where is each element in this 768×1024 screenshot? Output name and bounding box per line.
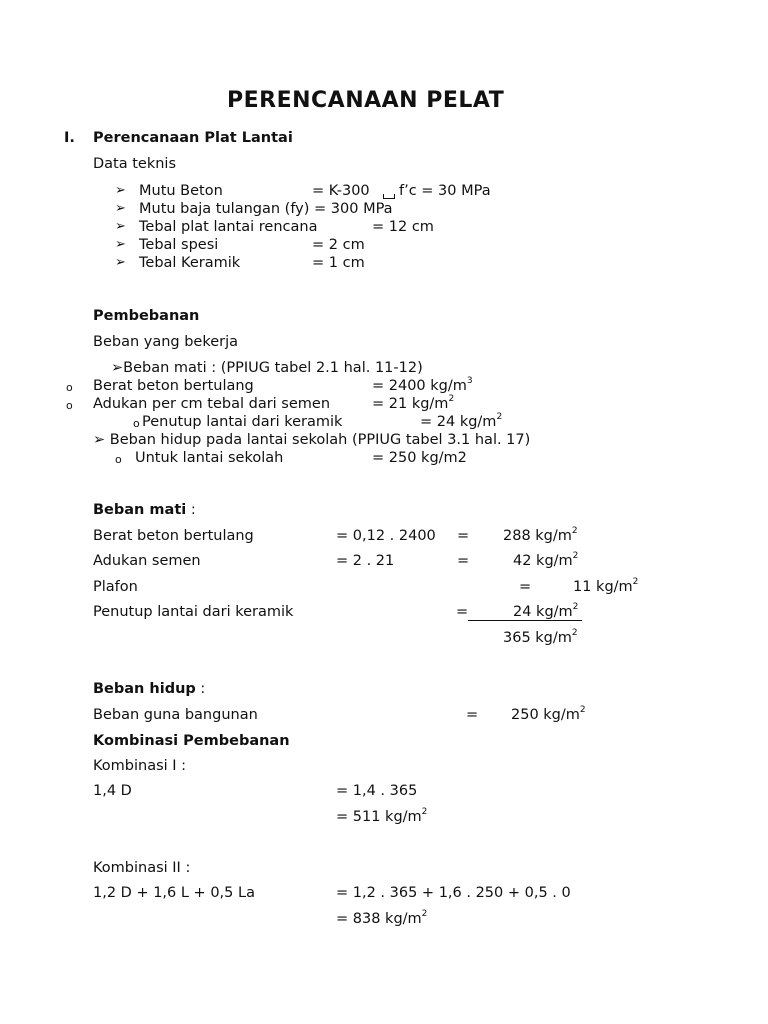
kombinasi-2-step: = 1,2 . 365 + 1,6 . 250 + 0,5 . 0 — [336, 885, 571, 901]
berat-beton-label: Berat beton bertulang — [93, 378, 254, 394]
kombinasi-1-result: = 511 $kg/m^2$ — [336, 807, 428, 825]
tebal-plat-value: = 12 cm — [372, 219, 434, 235]
separator-mark — [383, 194, 395, 199]
kombinasi-2-title: Kombinasi II : — [93, 860, 191, 876]
penutup-lantai-label: Penutup lantai dari keramik — [142, 414, 343, 430]
circle-bullet-icon: o — [66, 381, 73, 394]
beban-mati-heading: Beban mati : — [93, 502, 196, 518]
bm-adukan-formula: = 2 . 21 — [336, 553, 395, 569]
bm-beton-eq: = — [457, 528, 470, 544]
berat-beton-value: = 2400 $kg/m^3$ — [372, 376, 473, 394]
bm-beton-value: 288 $kg/m^2$ — [503, 526, 578, 544]
section-title: Perencanaan Plat Lantai — [93, 130, 293, 146]
bm-adukan-value: 42 $kg/m^2$ — [513, 551, 579, 569]
section-number: I. — [64, 130, 75, 146]
tebal-keramik-label: Tebal Keramik — [139, 255, 241, 271]
beban-hidup-header: ➢ Beban hidup pada lantai sekolah (PPIUG tabel 3.1 hal. 17) — [93, 432, 531, 448]
arrow-bullet-icon: ➢ — [115, 219, 126, 234]
bh-value: 250 $kg/m^2$ — [511, 705, 586, 723]
arrow-bullet-icon: ➢ — [115, 255, 126, 270]
adukan-value: = 21 $kg/m^2$ — [372, 394, 455, 412]
arrow-bullet-icon: ➢ — [115, 183, 126, 198]
beban-mati-header: ➢Beban mati : (PPIUG tabel 2.1 hal. 11-12) — [111, 360, 423, 376]
bm-plafon-value: 11 $kg/m^2$ — [573, 577, 639, 595]
bh-label: Beban guna bangunan — [93, 707, 258, 723]
sum-underline — [468, 620, 582, 621]
bm-penutup-label: Penutup lantai dari keramik — [93, 604, 294, 620]
lantai-sekolah-label: Untuk lantai sekolah — [135, 450, 284, 466]
tebal-spesi-label: Tebal spesi — [139, 237, 219, 253]
bm-beton-formula: = 0,12 . 2400 — [336, 528, 436, 544]
mutu-beton-value: = K-300 — [312, 183, 370, 199]
page-title: PERENCANAAN PELAT — [227, 88, 505, 113]
tebal-spesi-value: = 2 cm — [312, 237, 365, 253]
bm-adukan-label: Adukan semen — [93, 553, 201, 569]
kombinasi-heading: Kombinasi Pembebanan — [93, 733, 290, 749]
kombinasi-2-expr: 1,2 D + 1,6 L + 0,5 La — [93, 885, 255, 901]
data-teknis-heading: Data teknis — [93, 156, 177, 172]
circle-bullet-icon: o — [115, 453, 122, 466]
bm-plafon-label: Plafon — [93, 579, 138, 595]
tebal-plat-label: Tebal plat lantai rencana — [139, 219, 318, 235]
circle-bullet-icon: o — [133, 417, 140, 430]
kombinasi-1-step: = 1,4 . 365 — [336, 783, 418, 799]
kombinasi-2-result: = 838 $kg/m^2$ — [336, 909, 428, 927]
kombinasi-1-title: Kombinasi I : — [93, 758, 187, 774]
mutu-beton-fc: f’c = 30 MPa — [399, 183, 491, 199]
mutu-beton-label: Mutu Beton — [139, 183, 223, 199]
circle-bullet-icon: o — [66, 399, 73, 412]
mutu-baja-label: Mutu baja tulangan (fy) = 300 MPa — [139, 201, 393, 217]
bm-total-value: 365 $kg/m^2$ — [503, 628, 578, 646]
bm-penutup-value: 24 $kg/m^2$ — [513, 602, 579, 620]
bm-beton-label: Berat beton bertulang — [93, 528, 254, 544]
lantai-sekolah-value: = 250 kg/m2 — [372, 450, 467, 466]
pembebanan-subheading: Beban yang bekerja — [93, 334, 239, 350]
bm-penutup-eq: = — [456, 604, 469, 620]
pembebanan-heading: Pembebanan — [93, 308, 200, 324]
bh-eq: = — [466, 707, 479, 723]
penutup-lantai-value: = 24 $kg/m^2$ — [420, 412, 503, 430]
bm-plafon-eq: = — [519, 579, 532, 595]
tebal-keramik-value: = 1 cm — [312, 255, 365, 271]
adukan-label: Adukan per cm tebal dari semen — [93, 396, 331, 412]
beban-hidup-heading: Beban hidup : — [93, 681, 206, 697]
arrow-bullet-icon: ➢ — [115, 237, 126, 252]
arrow-bullet-icon: ➢ — [115, 201, 126, 216]
bm-adukan-eq: = — [457, 553, 470, 569]
kombinasi-1-expr: 1,4 D — [93, 783, 132, 799]
